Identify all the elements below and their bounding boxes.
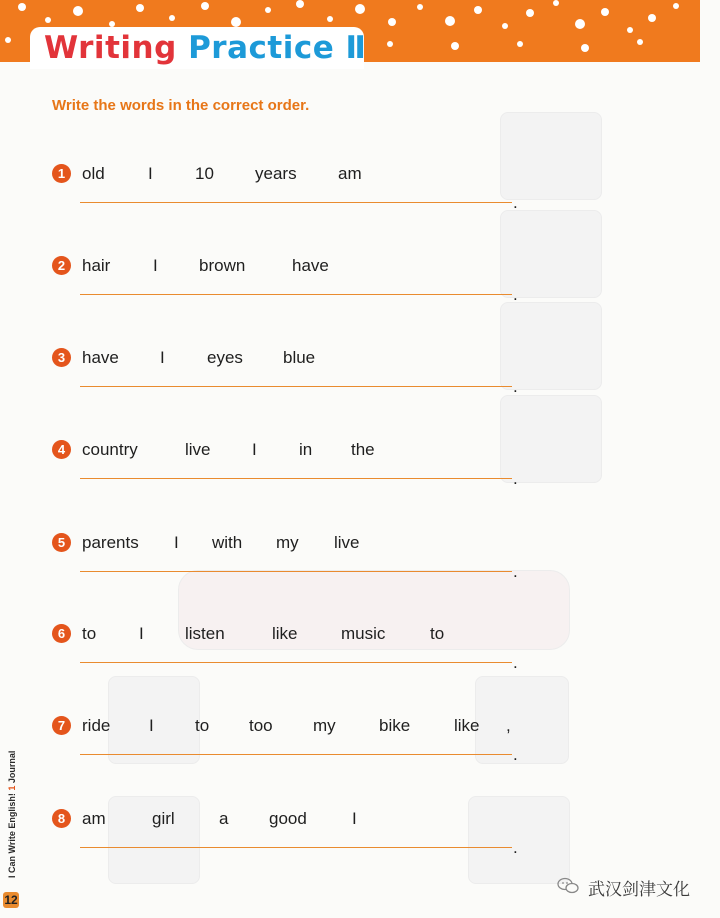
word-tile: I <box>174 533 179 552</box>
answer-line[interactable] <box>80 202 512 203</box>
word-tile: I <box>139 624 144 643</box>
word-tile: have <box>292 256 329 275</box>
word-tile: I <box>148 164 153 183</box>
side-text-level: 1 <box>7 785 17 791</box>
word-tile: I <box>352 809 357 828</box>
exercise-8 <box>52 809 532 879</box>
answer-line[interactable] <box>80 571 512 572</box>
word-tile: good <box>269 809 307 828</box>
word-tile: hair <box>82 256 111 275</box>
exercise-3 <box>52 348 532 418</box>
word-tile: the <box>351 440 375 459</box>
title-word-practice: Practice <box>188 30 335 66</box>
sentence-period: . <box>513 562 518 581</box>
watermark-text: 武汉剑津文化 <box>588 880 690 900</box>
title-roman-numeral: Ⅱ <box>345 30 367 66</box>
word-tile: my <box>313 716 336 735</box>
exercise-number: 8 <box>52 809 71 828</box>
word-tile: years <box>255 164 297 183</box>
chat-bubble-icon <box>557 877 579 894</box>
exercise-4 <box>52 440 532 510</box>
exercise-number: 6 <box>52 624 71 643</box>
word-tile: parents <box>82 533 139 552</box>
word-tile: bike <box>379 716 411 735</box>
exercise-number: 5 <box>52 533 71 552</box>
answer-line[interactable] <box>80 754 512 755</box>
word-tile: too <box>249 716 273 735</box>
word-tile: to <box>430 624 445 643</box>
word-tile: country <box>82 440 138 459</box>
sentence-period: . <box>513 377 518 396</box>
book-side-label <box>1 730 15 880</box>
side-text-series: I Can Write English! <box>7 793 17 878</box>
exercise-6 <box>52 624 532 694</box>
word-tile: old <box>82 164 105 183</box>
answer-line[interactable] <box>80 478 512 479</box>
exercise-number: 2 <box>52 256 71 275</box>
page-number: 12 <box>4 893 18 907</box>
sentence-period: . <box>513 838 518 857</box>
answer-line[interactable] <box>80 294 512 295</box>
word-tile: blue <box>283 348 316 367</box>
instruction: Write the words in the correct order. <box>52 97 310 114</box>
word-tile: in <box>299 440 313 459</box>
word-tile: to <box>195 716 210 735</box>
exercise-2 <box>52 256 532 326</box>
side-text-journal: Journal <box>7 750 17 784</box>
exercise-number: 7 <box>52 716 71 735</box>
word-tile: ride <box>82 716 111 735</box>
word-tile: live <box>185 440 211 459</box>
exercise-number: 4 <box>52 440 71 459</box>
exercise-number: 1 <box>52 164 71 183</box>
sentence-period: . <box>513 745 518 764</box>
word-tile: am <box>82 809 106 828</box>
word-tile: brown <box>199 256 246 275</box>
word-tile: I <box>153 256 158 275</box>
word-tile: am <box>338 164 362 183</box>
page-title <box>44 30 366 66</box>
word-tile: I <box>149 716 154 735</box>
word-tile: 10 <box>195 164 214 183</box>
word-tile: live <box>334 533 360 552</box>
sentence-period: . <box>513 469 518 488</box>
title-word-writing: Writing <box>44 30 177 66</box>
word-tile: , <box>506 716 511 735</box>
word-tile: to <box>82 624 97 643</box>
sentence-period: . <box>513 653 518 672</box>
exercise-7 <box>52 716 532 786</box>
word-tile: listen <box>185 624 225 643</box>
exercise-5 <box>52 533 532 603</box>
word-tile: my <box>276 533 299 552</box>
answer-line[interactable] <box>80 386 512 387</box>
answer-line[interactable] <box>80 662 512 663</box>
sentence-period: . <box>513 193 518 212</box>
exercise-1 <box>52 164 532 234</box>
word-tile: like <box>454 716 480 735</box>
sentence-period: . <box>513 285 518 304</box>
word-tile: a <box>219 809 229 828</box>
exercise-number: 3 <box>52 348 71 367</box>
word-tile: like <box>272 624 298 643</box>
answer-line[interactable] <box>80 847 512 848</box>
word-tile: have <box>82 348 119 367</box>
word-tile: girl <box>152 809 175 828</box>
word-tile: I <box>252 440 257 459</box>
word-tile: with <box>212 533 243 552</box>
word-tile: music <box>341 624 386 643</box>
word-tile: I <box>160 348 165 367</box>
word-tile: eyes <box>207 348 243 367</box>
